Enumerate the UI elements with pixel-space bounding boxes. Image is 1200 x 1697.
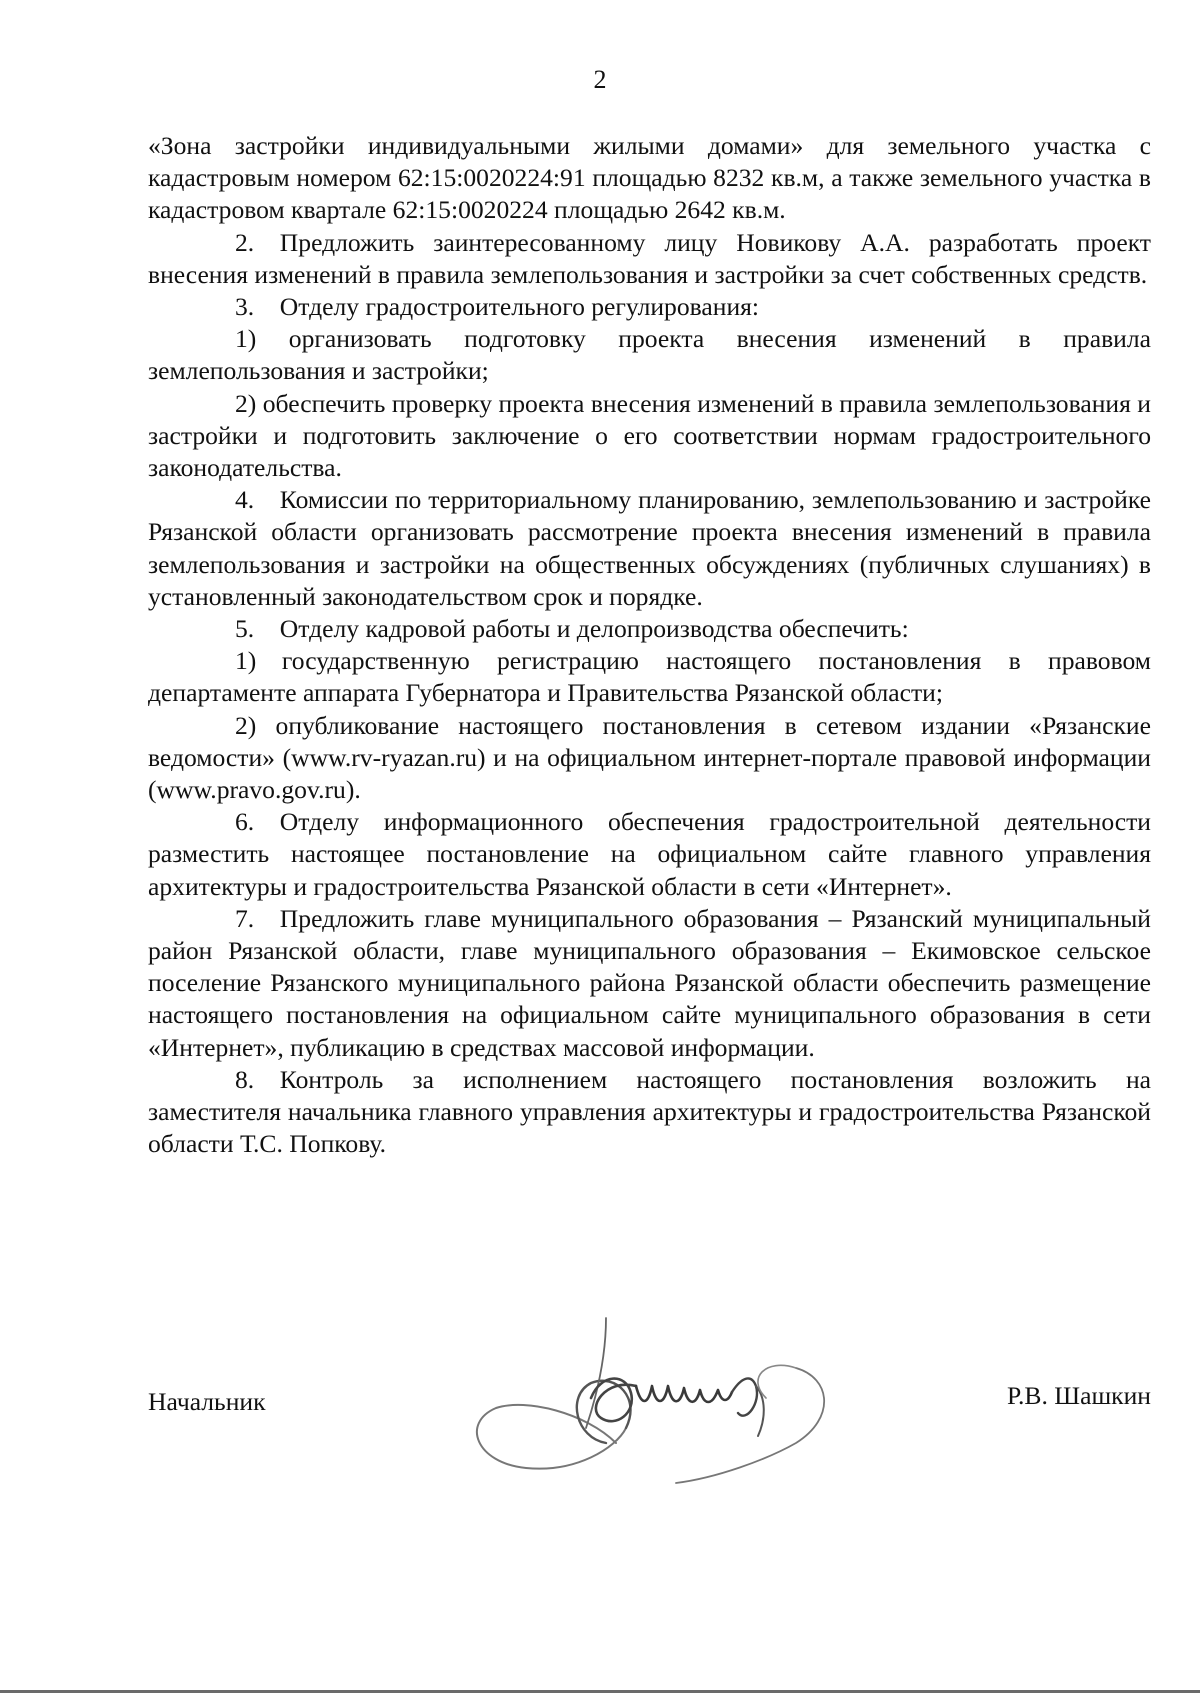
signatory-name: Р.В. Шашкин <box>1006 1381 1151 1410</box>
paragraph-item-7: 7. Предложить главе муниципального образования – Рязанский муниципальный район Рязанской области, главе муниципального образования – Екимовское сельское поселение Рязанского муниципального района Рязанской области обеспечить размещение настоящего постановления на официальном сайте муниципального образования в сети «Интернет», публикацию в средствах массовой информации. <box>148 903 1151 1062</box>
page-number: 2 <box>593 65 607 94</box>
paragraph-zone-continuation: «Зона застройки индивидуальными жилыми домами» для земельного участка с кадастровым номером 62:15:0020224:91 площадью 8232 кв.м, а также земельного участка в кадастровом квартале 62:15:0020224 площадью 2642 кв.м. <box>148 131 1151 225</box>
bottom-edge-line <box>0 1690 1200 1693</box>
paragraph-item-8: 8. Контроль за исполнением настоящего постановления возложить на заместителя начальника главного управления архитектуры и градостроительства Рязанской области Т.С. Попкову. <box>148 1064 1151 1159</box>
document-body <box>148 130 1151 1161</box>
paragraph-item-6: 6. Отделу информационного обеспечения градостроительной деятельности разместить настоящее постановление на официальном сайте главного управления архитектуры и градостроительства Рязанской области в сети «Интернет». <box>148 807 1151 901</box>
signature-strokes <box>477 1318 824 1483</box>
paragraph-item-3-2: 2) обеспечить проверку проекта внесения изменений в правила землепользования и застройки и подготовить заключение о его соответствии нормам градостроительного законодательства. <box>148 388 1151 483</box>
handwritten-signature <box>466 1278 846 1488</box>
signatory-title: Начальник <box>148 1387 266 1416</box>
paragraph-item-3-1: 1) организовать подготовку проекта внесения изменений в правила землепользования и застройки; <box>148 324 1151 386</box>
paragraph-item-3: 3. Отделу градостроительного регулирования: <box>235 292 760 322</box>
paragraph-item-5-1: 1) государственную регистрацию настоящего постановления в правовом департаменте аппарата Губернатора и Правительства Рязанской области; <box>148 646 1151 708</box>
paragraph-item-5-2: 2) опубликование настоящего постановления в сетевом издании «Рязанские ведомости» (www.rv-ryazan.ru) и на официальном интернет-портале правовой информации (www.pravo.gov.ru). <box>148 710 1151 805</box>
signature-block <box>148 1348 1151 1498</box>
paragraph-item-2: 2. Предложить заинтересованному лицу Новикову А.А. разработать проект внесения изменений в правила землепользования и застройки за счет собственных средств. <box>148 227 1151 289</box>
paragraph-item-5: 5. Отделу кадровой работы и делопроизводства обеспечить: <box>235 614 909 644</box>
paragraph-item-4: 4. Комиссии по территориальному планированию, землепользованию и застройке Рязанской области организовать рассмотрение проекта внесения изменений в правила землепользования и застройки на общественных обсуждениях (публичных слушаниях) в установленный законодательством срок и порядке. <box>148 485 1151 611</box>
